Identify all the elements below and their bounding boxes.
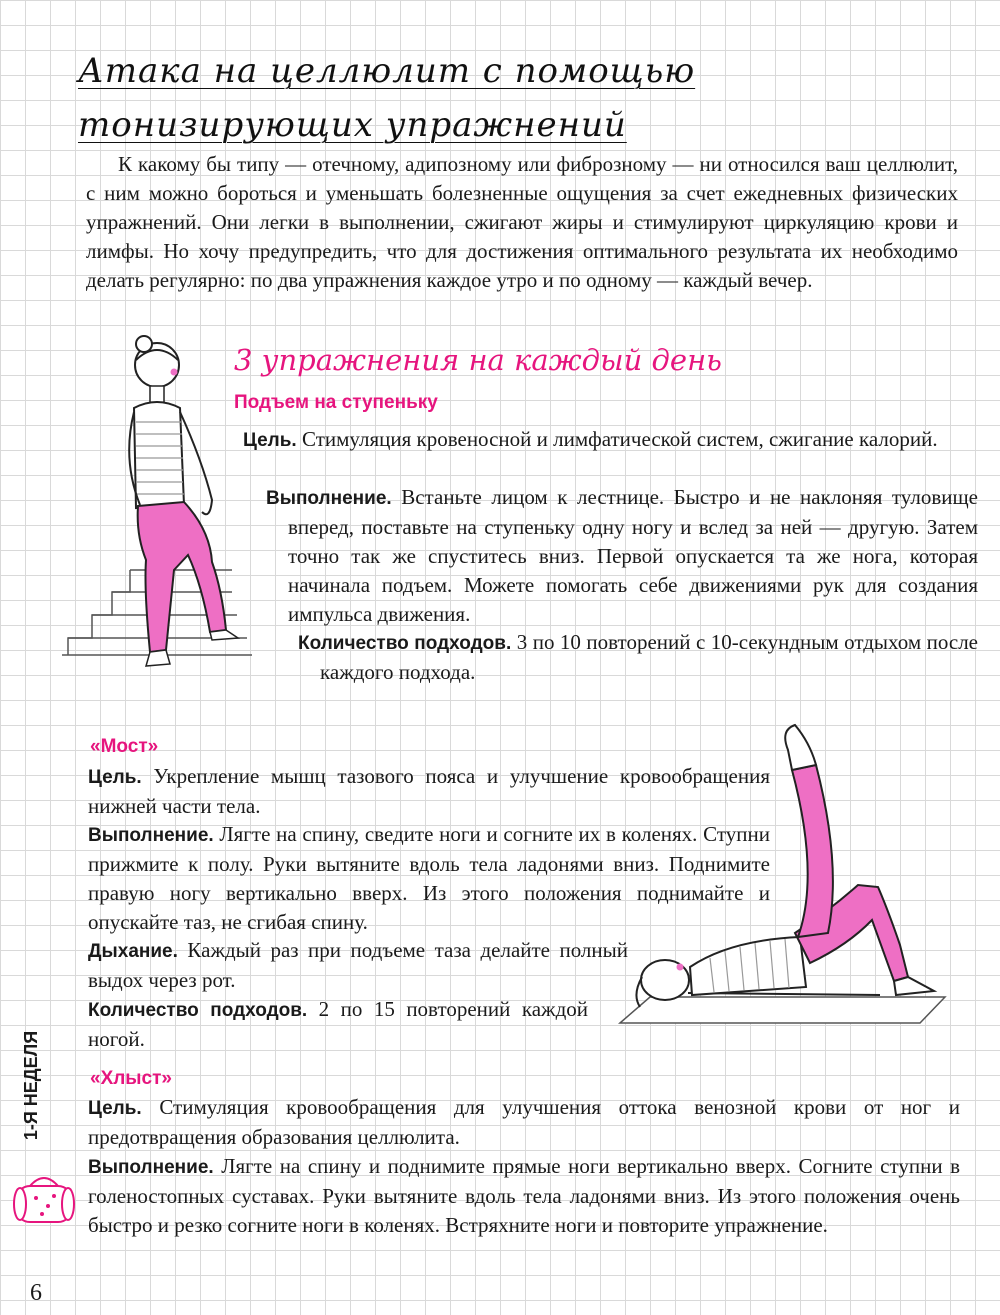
exercise-3-goal <box>88 1093 960 1152</box>
week-label-text: 1-Я НЕДЕЛЯ <box>21 1030 42 1140</box>
goal-text: Стимуляция кровеносной и лимфатической систем, сжигание калорий. <box>301 427 938 451</box>
breathing-text: Каждый раз при подъеме таза делайте полный выдох через рот. <box>88 938 629 992</box>
sets-label: Количество подходов. <box>298 633 512 654</box>
week-side-label <box>12 1020 52 1150</box>
exercise-3-execution <box>88 1152 960 1240</box>
intro-paragraph: К какому бы типу — отечному, адипозному или фиброзному — ни относился ваш целлюлит, с ним можно бороться и уменьшать болезненные ощущения за счет ежедневных физических упражнений. Они легки в выполнении, сжигают жиры и стимулируют циркуляцию крови и лимфы. Но хочу предупредить, что для достижения оптимального результата их необходимо делать регулярно: по два упражнения каждое утро и по одному — каждый вечер. <box>86 152 958 292</box>
exercise-3-title: «Хлыст» <box>90 1068 172 1089</box>
execution-text: Лягте на спину, сведите ноги и согните их в коленях. Ступни прижмите к полу. Руки вытяните вдоль тела ладонями вниз. Поднимите правую ногу вертикально вверх. Из этого положения поднимайте и опускайте таз, не сгибая спину. <box>88 822 770 934</box>
goal-label: Цель. <box>88 1098 142 1119</box>
page-number: 6 <box>30 1280 42 1306</box>
goal-label: Цель. <box>243 430 297 451</box>
exercise-1-goal <box>243 425 977 455</box>
goal-label: Цель. <box>88 767 142 788</box>
goal-text: Укрепление мышц тазового пояса и улучшение кровообращения нижней части тела. <box>88 764 770 818</box>
execution-text: Лягте на спину и поднимите прямые ноги вертикально вверх. Согните ступни в голеностопных суставах. Руки вытяните вдоль тела ладонями вниз. Из этого положения очень быстро и резко согните ноги в коленях. Встряхните ноги и повторите упражнение. <box>88 1154 960 1237</box>
exercise-1-title: Подъем на ступеньку <box>234 392 438 413</box>
breathing-label: Дыхание. <box>88 941 178 962</box>
exercise-2-breathing <box>88 936 628 995</box>
exercise-1-sets <box>298 628 978 687</box>
execution-label: Выполнение. <box>88 825 214 846</box>
goal-text: Стимуляция кровообращения для улучшения оттока венозной крови от ног и предотвращения образования целлюлита. <box>88 1095 960 1149</box>
exercise-2-sets <box>88 995 588 1054</box>
page-title: Атака на целлюлит с помощью тонизирующих упражнений <box>78 51 696 145</box>
execution-label: Выполнение. <box>88 1157 214 1178</box>
execution-label: Выполнение. <box>266 488 392 509</box>
gym-bag-icon <box>8 1168 80 1230</box>
exercise-2-title: «Мост» <box>90 736 159 757</box>
section-title: 3 упражнения на каждый день <box>234 343 722 377</box>
execution-text: Встаньте лицом к лестнице. Быстро и не наклоняя туловище вперед, поставьте на ступеньку одну ногу и вслед за ней — другую. Затем точно так же спуститесь вниз. Первой опускается та же нога, которая начинала подъем. Можете помогать себе движениями рук для создания импульса движения. <box>288 485 979 626</box>
sets-text: 2 по 15 повторений каждой ногой. <box>88 997 588 1051</box>
sets-label: Количество подходов. <box>88 1000 308 1021</box>
woman-stairs-illustration <box>62 330 252 690</box>
sets-text: 3 по 10 повторений с 10-секундным отдыхом после каждого подхода. <box>320 630 979 684</box>
woman-bridge-illustration <box>610 705 960 1035</box>
exercise-1-execution <box>266 483 978 629</box>
